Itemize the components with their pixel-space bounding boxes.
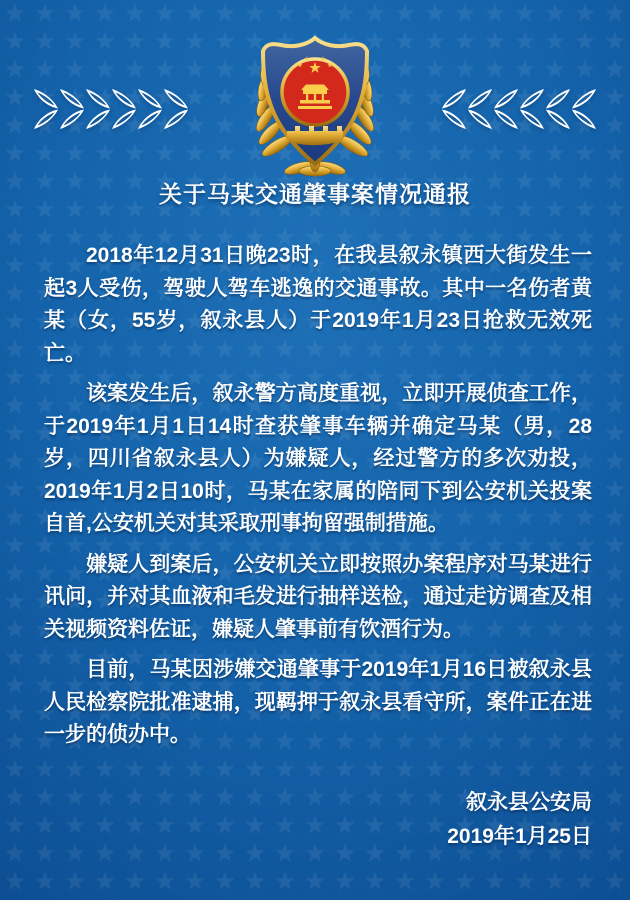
leaf-chevron-icon bbox=[441, 88, 467, 130]
leaf-chevron-icon bbox=[571, 88, 597, 130]
leaf-chevron-icon bbox=[111, 88, 137, 130]
leaf-chevron-icon bbox=[493, 88, 519, 130]
notice-paragraph-1: 2018年12月31日晚23时，在我县叙永镇西大街发生一起3人受伤，驾驶人驾车逃逸的交通事故。其中一名伤者黄某（女，55岁，叙永县人）于2019年1月23日抢救无效死亡。 bbox=[44, 244, 592, 365]
leaf-chevron-icon bbox=[163, 88, 189, 130]
leaf-chevron-icon bbox=[519, 88, 545, 130]
china-police-emblem-icon bbox=[243, 30, 387, 187]
notice-paragraph-2: 该案发生后，叙永警方高度重视，立即开展侦查工作，于2019年1月1日14时查获肇事车辆并确定马某（男，28岁，四川省叙永县人）为嫌疑人，经过警方的多次劝投，2019年1月2日10时，马某在家属的陪同下到公安机关投案自首,公安机关对其采取刑事拘留强制措施。 bbox=[44, 382, 592, 535]
notice-body bbox=[44, 240, 592, 760]
leaf-chevron-icon bbox=[137, 88, 163, 130]
notice-title: 关于马某交通肇事案情况通报 bbox=[159, 181, 471, 207]
leaf-chevron-icon bbox=[467, 88, 493, 130]
leaf-chevron-icon bbox=[33, 88, 59, 130]
notice-paragraph-4: 目前，马某因涉嫌交通肇事于2019年1月16日被叙永县人民检察院批准逮捕，现羁押于叙永县看守所，案件正在进一步的侦办中。 bbox=[44, 658, 592, 746]
leaf-chevron-icon bbox=[85, 88, 111, 130]
right-chevron-decoration bbox=[441, 88, 597, 130]
signature-block bbox=[447, 786, 592, 854]
leaf-chevron-icon bbox=[545, 88, 571, 130]
signature-agency: 叙永县公安局 bbox=[466, 791, 592, 814]
left-chevron-decoration bbox=[33, 88, 189, 130]
leaf-chevron-icon bbox=[59, 88, 85, 130]
signature-date: 2019年1月25日 bbox=[447, 825, 592, 848]
notice-paragraph-3: 嫌疑人到案后，公安机关立即按照办案程序对马某进行讯问，并对其血液和毛发进行抽样送检，通过走访调查及相关视频资料佐证，嫌疑人肇事前有饮酒行为。 bbox=[44, 552, 592, 641]
